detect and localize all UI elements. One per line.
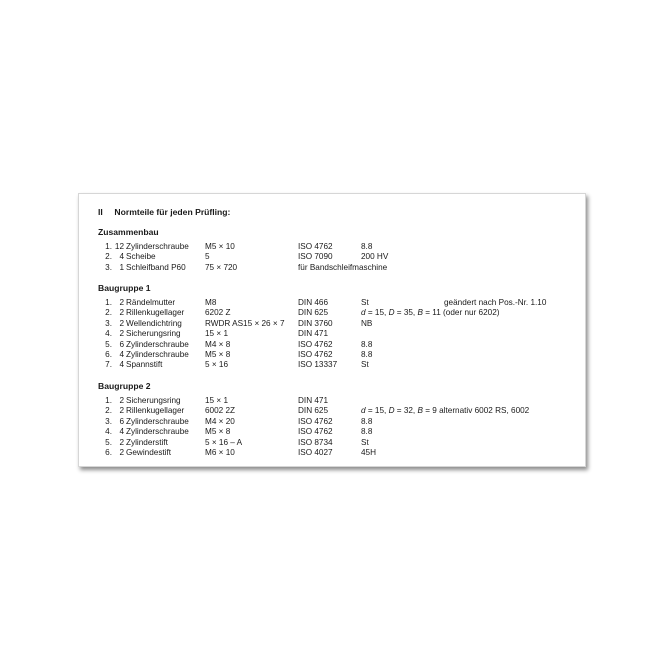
section-title: Baugruppe 1: [98, 283, 151, 293]
dimension: 15 × 1: [205, 396, 228, 405]
standard: DIN 625: [298, 308, 329, 318]
dimension: 15 × 1: [205, 329, 228, 339]
table-row: [98, 396, 329, 406]
section-title: Baugruppe 2: [98, 381, 151, 391]
position-number: 2.: [105, 252, 112, 262]
position-number: 3.: [105, 318, 112, 328]
position-number: 7.: [105, 360, 112, 370]
note: geändert nach Pos.-Nr. 1.10: [444, 298, 547, 307]
part-name: Zylinderschraube: [126, 242, 189, 251]
dimension: M5 × 8: [205, 427, 231, 437]
position-number: 3.: [105, 262, 112, 272]
material: St: [361, 298, 369, 307]
material: d = 15, D = 35, B = 11 (oder nur 6202): [361, 308, 500, 318]
quantity: 2: [119, 406, 124, 416]
standard: DIN 625: [298, 406, 329, 416]
part-name: Zylinderschraube: [126, 427, 189, 437]
table-row: [98, 329, 329, 339]
position-number: 4.: [105, 329, 112, 339]
dimension: M5 × 10: [205, 242, 235, 251]
quantity: 4: [119, 427, 124, 437]
standard: DIN 471: [298, 396, 329, 405]
table-row: [98, 298, 547, 308]
section-title: Zusammenbau: [98, 227, 159, 237]
part-name: Scheibe: [126, 252, 156, 262]
table-row: [98, 406, 530, 416]
table-row: [98, 252, 389, 262]
position-number: 2.: [105, 406, 112, 416]
part-name: Zylinderschraube: [126, 416, 189, 426]
table-row: [98, 427, 373, 437]
position-number: 2.: [105, 308, 112, 318]
position-number: 1.: [105, 298, 112, 307]
dimension: M4 × 8: [205, 339, 231, 349]
quantity: 1: [119, 262, 124, 272]
part-name: Zylinderschraube: [126, 339, 189, 349]
material: St: [361, 360, 369, 370]
section-baugruppe-1: [98, 283, 547, 371]
quantity: 6: [119, 416, 124, 426]
part-name: Zylinderstift: [126, 437, 168, 447]
dimension: 5 × 16 – A: [205, 437, 243, 447]
standard: ISO 8734: [298, 437, 333, 447]
list-heading: [98, 207, 230, 217]
dimension: 6202 Z: [205, 308, 231, 318]
quantity: 4: [119, 360, 124, 370]
material: 8.8: [361, 349, 373, 359]
part-name: Rändelmutter: [126, 298, 176, 307]
quantity: 2: [119, 437, 124, 447]
standard: DIN 466: [298, 298, 329, 307]
part-name: Rillenkugellager: [126, 308, 185, 318]
quantity: 2: [119, 447, 124, 457]
section-baugruppe-2: [98, 381, 530, 458]
quantity: 2: [119, 298, 124, 307]
part-name: Sicherungsring: [126, 396, 181, 405]
standard: ISO 4762: [298, 339, 333, 349]
position-number: 3.: [105, 416, 112, 426]
material: 8.8: [361, 242, 373, 251]
table-row: [98, 339, 373, 350]
table-row: [98, 360, 369, 370]
heading-number: II: [98, 207, 103, 217]
material: 8.8: [361, 416, 373, 426]
standard: ISO 13337: [298, 360, 338, 370]
material: St: [361, 437, 369, 447]
standard: ISO 4762: [298, 242, 333, 251]
quantity: 4: [119, 349, 124, 359]
material: NB: [361, 318, 373, 328]
standard: ISO 7090: [298, 252, 333, 262]
standard: ISO 4762: [298, 427, 333, 437]
dimension: 5 × 16: [205, 360, 228, 370]
table-row: [98, 308, 500, 318]
table-row: [98, 262, 388, 273]
dimension: M8: [205, 298, 217, 307]
position-number: 5.: [105, 437, 112, 447]
table-row: [98, 416, 373, 427]
material: d = 15, D = 32, B = 9 alternativ 6002 RS, 6002: [361, 406, 530, 416]
part-name: Zylinderschraube: [126, 349, 189, 359]
position-number: 1.: [105, 396, 112, 405]
section-zusammenbau: [98, 227, 389, 273]
position-number: 6.: [105, 447, 112, 457]
quantity: 2: [119, 318, 124, 328]
part-name: Sicherungsring: [126, 329, 181, 339]
standard: ISO 4762: [298, 349, 333, 359]
dimension: M5 × 8: [205, 349, 231, 359]
dimension: 75 × 720: [205, 262, 238, 272]
quantity: 12: [114, 242, 124, 251]
part-name: Schleifband P60: [126, 262, 186, 272]
table-row: [98, 242, 373, 252]
position-number: 5.: [105, 339, 112, 349]
standard: ISO 4762: [298, 416, 333, 426]
dimension: RWDR AS15 × 26 × 7: [205, 318, 285, 328]
heading-text: Normteile für jeden Prüfling:: [114, 207, 231, 217]
part-name: Spannstift: [126, 360, 163, 370]
table-row: [98, 447, 377, 458]
part-name: Gewindestift: [126, 447, 172, 457]
part-name: Rillenkugellager: [126, 406, 185, 416]
table-row: [98, 349, 373, 360]
quantity: 6: [119, 339, 124, 349]
standard: für Bandschleifmaschine: [298, 262, 388, 272]
dimension: 6002 2Z: [205, 406, 236, 416]
standard: DIN 3760: [298, 318, 333, 328]
quantity: 2: [119, 329, 124, 339]
dimension: M4 × 20: [205, 416, 235, 426]
material: 8.8: [361, 427, 373, 437]
table-row: [98, 318, 373, 329]
quantity: 2: [119, 308, 124, 318]
part-name: Wellendichtring: [126, 318, 182, 328]
position-number: 6.: [105, 349, 112, 359]
standard: ISO 4027: [298, 447, 333, 457]
position-number: 4.: [105, 427, 112, 437]
material: 200 HV: [361, 252, 389, 262]
parts-list-card: [78, 193, 586, 467]
dimension: 5: [205, 252, 210, 262]
table-row: [98, 437, 369, 448]
material: 45H: [361, 447, 377, 457]
dimension: M6 × 10: [205, 447, 235, 457]
quantity: 4: [119, 252, 124, 262]
material: 8.8: [361, 339, 373, 349]
position-number: 1.: [105, 242, 112, 251]
quantity: 2: [119, 396, 124, 405]
standard: DIN 471: [298, 329, 329, 339]
